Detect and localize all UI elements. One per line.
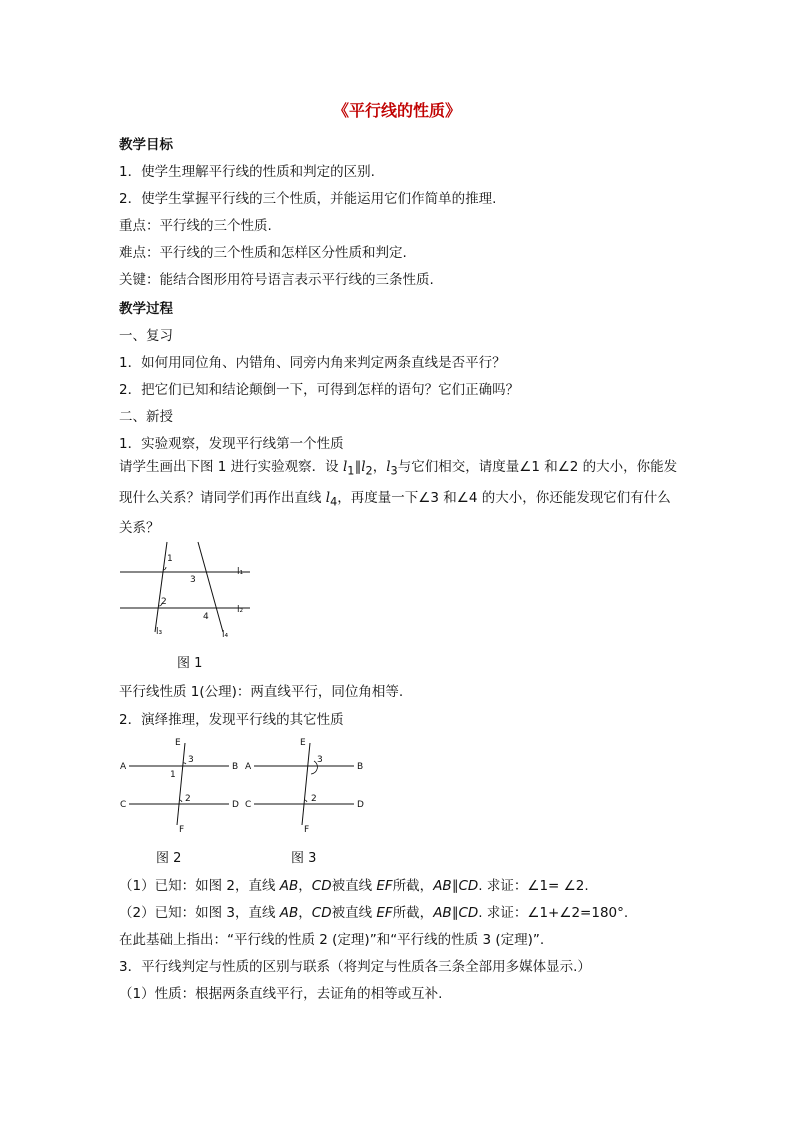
- page-title: 《平行线的性质》: [332, 101, 461, 120]
- angle-2-arc: [180, 800, 182, 802]
- angle-label-2: 2: [161, 597, 167, 607]
- angle-label-3: 3: [188, 755, 194, 765]
- line-l3: [155, 542, 167, 632]
- point-c: C: [245, 800, 252, 810]
- key-note: 关键：能结合图形用符号语言表示平行线的三条性质.: [119, 272, 434, 288]
- line-label-l1: l₁: [237, 567, 244, 577]
- line-ef: [302, 743, 310, 825]
- review-item-1: 1．如何用同位角、内错角、同旁内角来判定两条直线是否平行？: [119, 355, 506, 371]
- figure-1-caption: 图 1: [177, 656, 203, 671]
- figure-3-caption: 图 3: [291, 851, 317, 866]
- step3-title: 3．平行线判定与性质的区别与联系（将判定与性质各三条全部用多媒体显示.）: [119, 959, 591, 975]
- difficulty: 难点：平行线的三个性质和怎样区分性质和判定.: [119, 245, 407, 261]
- point-d: D: [357, 800, 364, 810]
- goal-item-2: 2．使学生掌握平行线的三个性质，并能运用它们作简单的推理.: [119, 191, 497, 207]
- angle-label-3: 3: [317, 755, 323, 765]
- point-e: E: [300, 738, 306, 748]
- angle-label-2: 2: [185, 794, 191, 804]
- point-b: B: [232, 762, 239, 772]
- new-title: 二、新授: [119, 409, 173, 425]
- angle-label-2: 2: [311, 794, 317, 804]
- key-point: 重点：平行线的三个性质.: [119, 218, 272, 234]
- step1-title: 1．实验观察，发现平行线第一个性质: [119, 436, 344, 452]
- goal-item-1: 1．使学生理解平行线的性质和判定的区别.: [119, 164, 375, 180]
- review-title: 一、复习: [119, 328, 173, 344]
- point-d: D: [232, 800, 239, 810]
- point-a: A: [245, 762, 252, 772]
- figure-2-diagram: [115, 733, 247, 838]
- goals-heading: 教学目标: [119, 137, 173, 153]
- angle-2-arc: [305, 800, 307, 802]
- point-f: F: [179, 825, 185, 835]
- question-1: （1）已知：如图 2，直线 AB，CD被直线 EF所截，AB∥CD. 求证：∠1= ∠2.: [119, 878, 589, 894]
- point-b: B: [357, 762, 364, 772]
- question-2: （2）已知：如图 3，直线 AB，CD被直线 EF所截，AB∥CD. 求证：∠1+∠2=180°.: [119, 905, 629, 921]
- figure-2-caption: 图 2: [156, 851, 182, 866]
- step3-item-1: （1）性质：根据两条直线平行，去证角的相等或互补.: [119, 986, 443, 1002]
- property-1: 平行线性质 1(公理)：两直线平行，同位角相等.: [119, 684, 404, 700]
- review-item-2: 2．把它们已知和结论颠倒一下，可得到怎样的语句？它们正确吗？: [119, 382, 520, 398]
- angle-label-3: 3: [190, 575, 196, 585]
- line-ef: [177, 743, 185, 825]
- figure-3-diagram: [240, 733, 372, 838]
- line-label-l4: l₄: [222, 630, 229, 640]
- angle-label-1: 1: [167, 554, 173, 564]
- line-label-l2: l₂: [237, 605, 244, 615]
- point-f: F: [304, 825, 310, 835]
- figure-1-diagram: [115, 540, 265, 645]
- angle-label-1: 1: [170, 770, 176, 780]
- line-l4: [198, 542, 223, 632]
- point-e: E: [175, 738, 181, 748]
- line-label-l3: l₃: [156, 627, 163, 637]
- summary: 在此基础上指出：“平行线的性质 2 (定理)”和“平行线的性质 3 (定理)”.: [119, 932, 545, 948]
- point-c: C: [120, 800, 127, 810]
- step2-title: 2．演绎推理，发现平行线的其它性质: [119, 712, 344, 728]
- process-heading: 教学过程: [119, 301, 173, 317]
- point-a: A: [120, 762, 127, 772]
- angle-label-4: 4: [203, 612, 209, 622]
- step1-paragraph: 请学生画出下图 1 进行实验观察．设 $l_1\parallel l_2$，$l_3$与它们相交，请度量∠1 和∠2 的大小，你能发现什么关系？请同学们再作出直线 $l_4$，再度量一下∠3 和∠4 的大小，你还能发现它们有什么关系？: [119, 459, 678, 537]
